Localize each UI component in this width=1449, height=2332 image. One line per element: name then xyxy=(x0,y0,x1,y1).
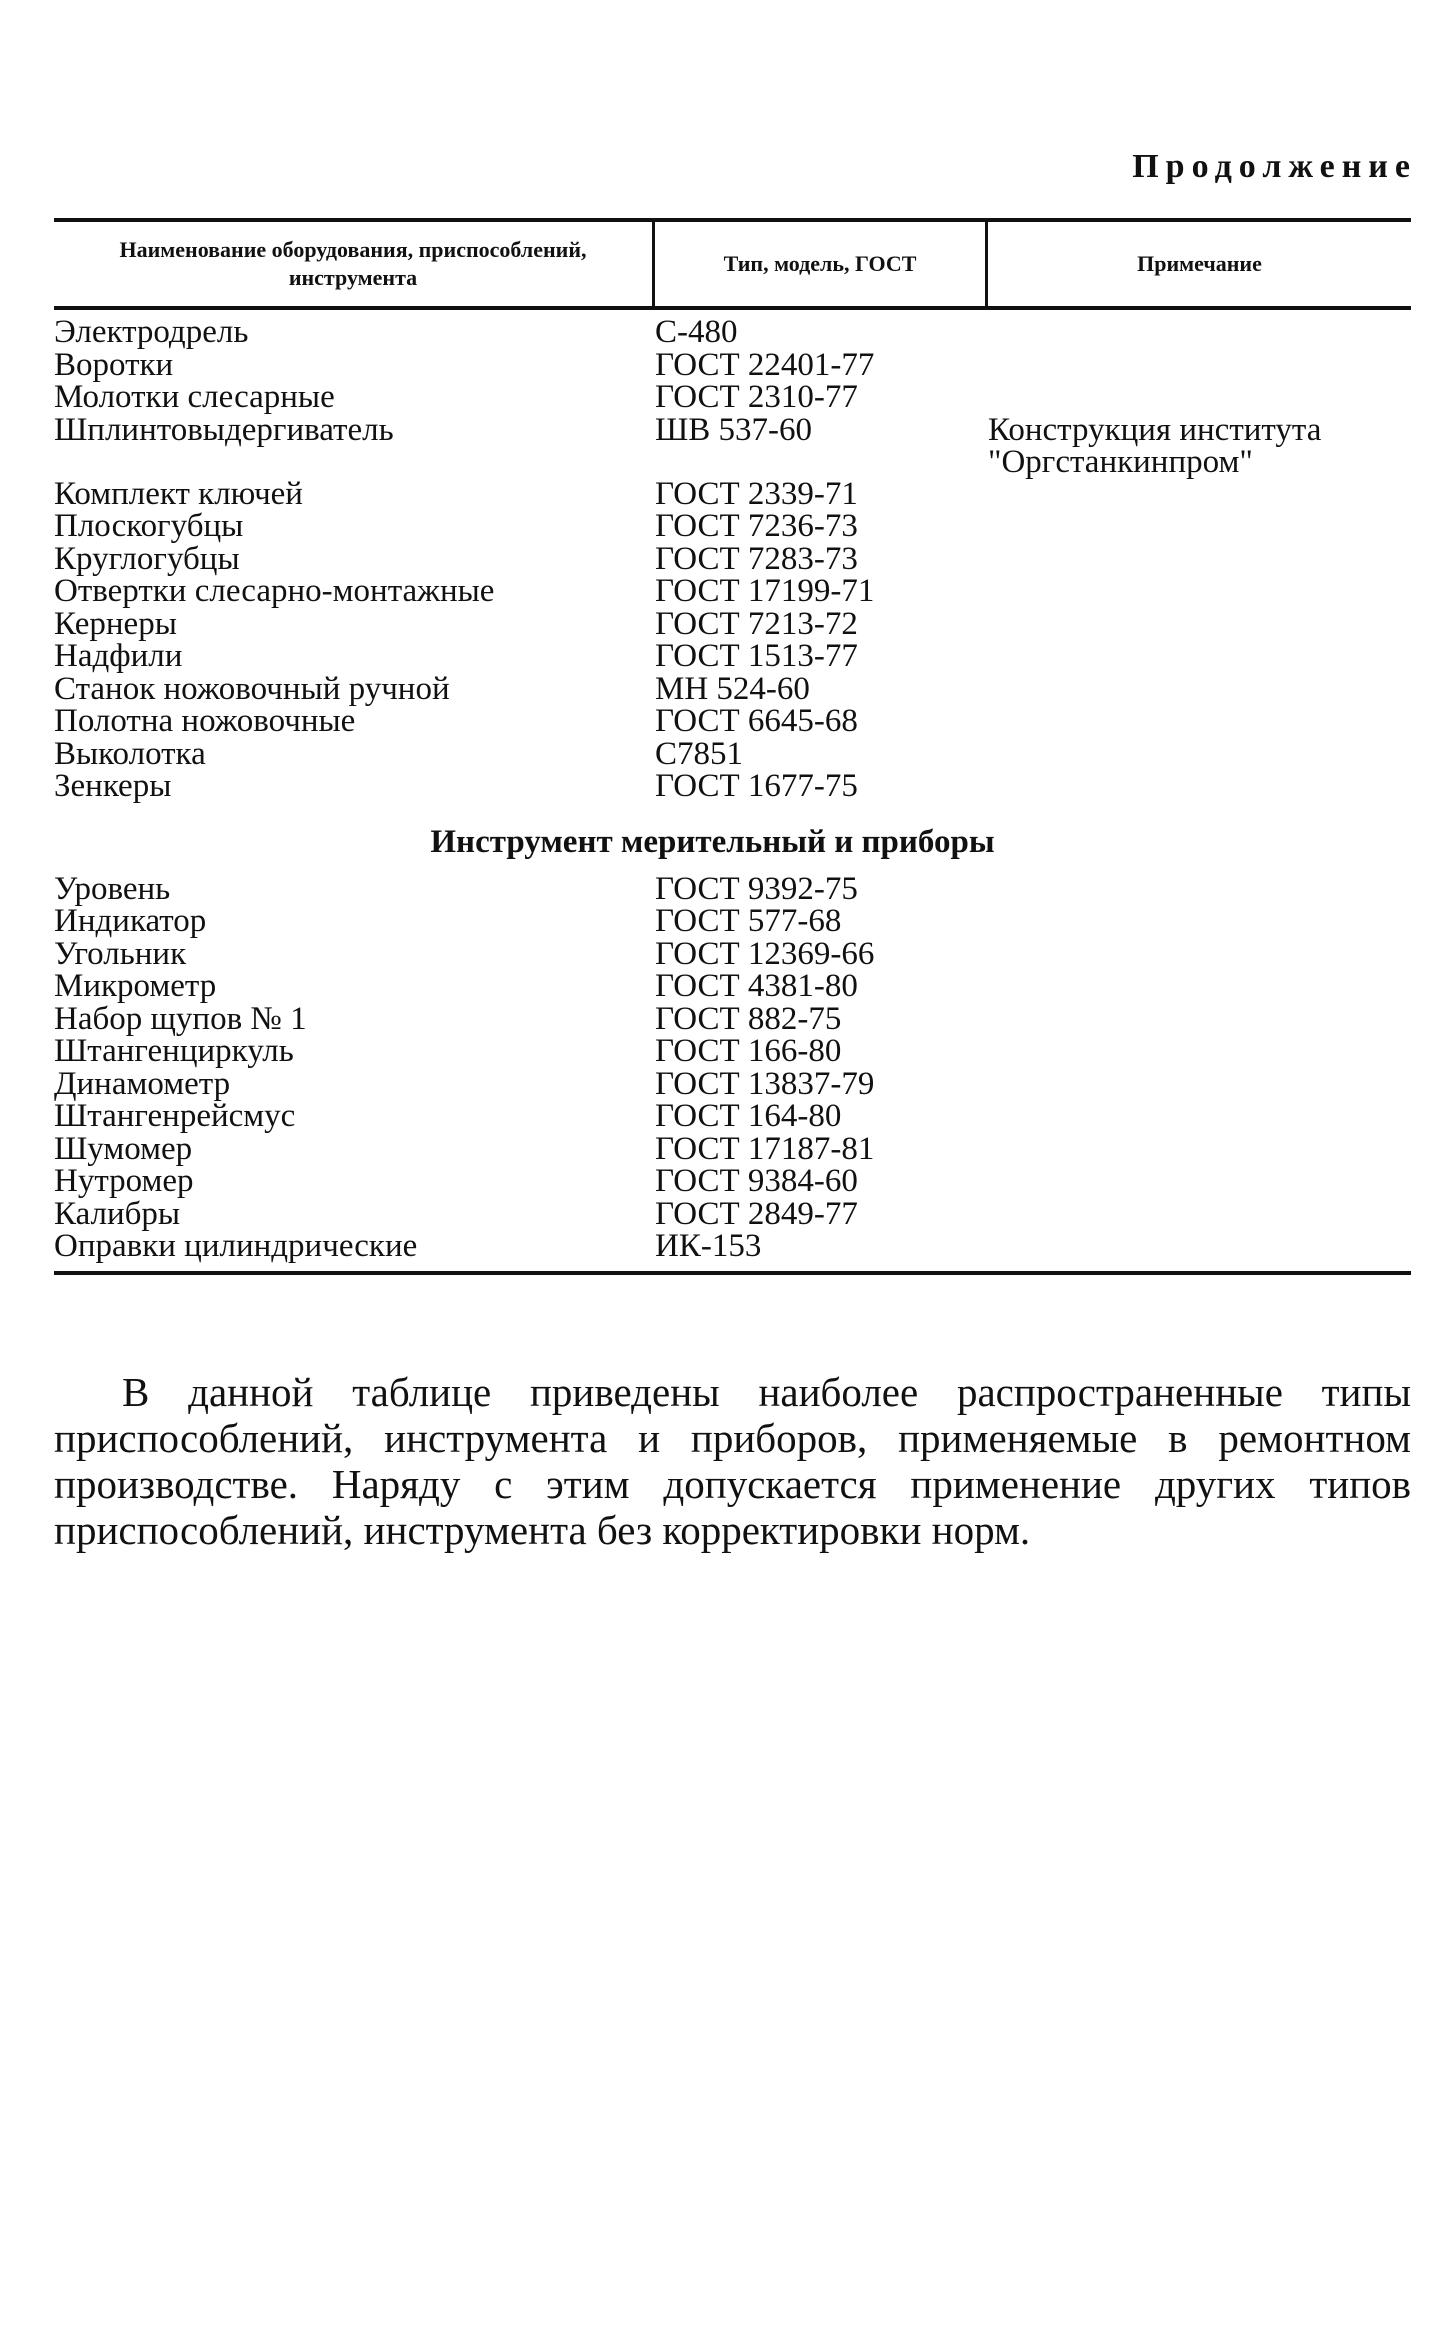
row-note xyxy=(985,316,1411,349)
row-type: ИК-153 xyxy=(655,1228,762,1264)
row-name: Полотна ножовочные xyxy=(54,703,356,739)
table-row xyxy=(54,670,1411,707)
table-row xyxy=(54,1000,1411,1037)
table-body-instruments xyxy=(54,870,1411,1264)
row-name: Отвертки слесарно-монтажные xyxy=(54,573,495,609)
row-type: ГОСТ 7213-72 xyxy=(655,605,858,642)
row-name: Динамометр xyxy=(54,1065,231,1102)
row-name: Шумомер xyxy=(54,1130,193,1167)
row-name: Оправки цилиндрические xyxy=(54,1228,418,1264)
table-row xyxy=(54,540,1411,577)
row-type: ГОСТ 1513-77 xyxy=(655,638,858,674)
row-note xyxy=(985,478,1411,511)
row-note xyxy=(985,673,1411,706)
row-note xyxy=(985,543,1411,576)
table-row xyxy=(54,935,1411,972)
table-row xyxy=(54,705,1411,738)
row-name: Зенкеры xyxy=(54,768,172,804)
row-type: ГОСТ 6645-68 xyxy=(655,703,858,739)
table-row xyxy=(54,1035,1411,1068)
table-bottom-rule xyxy=(54,1271,1411,1275)
row-type: ГОСТ 4381-80 xyxy=(655,968,858,1004)
row-type: ГОСТ 882-75 xyxy=(655,1000,842,1037)
table-row xyxy=(54,316,1411,349)
table-row xyxy=(54,1165,1411,1198)
table-row xyxy=(54,605,1411,642)
row-name: Комплект ключей xyxy=(54,475,303,512)
row-type: ШВ 537-60 xyxy=(655,411,813,448)
row-note xyxy=(985,705,1411,738)
table-row xyxy=(54,1230,1411,1263)
table-row xyxy=(54,1130,1411,1167)
table-row xyxy=(54,1100,1411,1133)
table-row xyxy=(54,475,1411,512)
table-row xyxy=(54,1065,1411,1102)
row-note xyxy=(985,608,1411,641)
row-type: С-480 xyxy=(655,314,738,350)
row-name: Надфили xyxy=(54,638,183,674)
row-type: МН 524-60 xyxy=(655,670,810,707)
row-type: ГОСТ 22401-77 xyxy=(655,346,875,383)
table-row xyxy=(54,970,1411,1003)
row-note xyxy=(985,381,1411,414)
row-type: ГОСТ 164-80 xyxy=(655,1098,842,1134)
row-note: Конструкция института "Оргстанкинпром" xyxy=(988,411,1322,480)
row-note xyxy=(985,640,1411,673)
row-type: ГОСТ 577-68 xyxy=(655,903,842,939)
row-name: Выколотка xyxy=(54,735,206,772)
row-type: ГОСТ 9384-60 xyxy=(655,1163,858,1199)
row-type: ГОСТ 9392-75 xyxy=(655,870,858,907)
table-row xyxy=(54,1195,1411,1232)
row-type: ГОСТ 17187-81 xyxy=(655,1130,875,1167)
row-type: ГОСТ 17199-71 xyxy=(655,573,875,609)
row-name: Молотки слесарные xyxy=(54,379,335,415)
row-type: ГОСТ 12369-66 xyxy=(655,935,875,972)
table-row xyxy=(54,870,1411,907)
row-note xyxy=(985,575,1411,608)
row-type: С7851 xyxy=(655,735,744,772)
table-body-tools xyxy=(54,310,1411,803)
table-row xyxy=(54,381,1411,414)
continuation-label: Продолжение xyxy=(1132,148,1417,185)
table-row xyxy=(54,770,1411,803)
table-row xyxy=(54,346,1411,383)
equipment-table xyxy=(54,218,1411,1275)
row-type: ГОСТ 1677-75 xyxy=(655,768,858,804)
row-name: Штангенциркуль xyxy=(54,1033,294,1069)
table-row xyxy=(54,411,1411,480)
row-type: ГОСТ 2339-71 xyxy=(655,475,858,512)
table-row xyxy=(54,510,1411,543)
row-name: Штангенрейсмус xyxy=(54,1098,296,1134)
row-name: Кернеры xyxy=(54,605,177,642)
row-name: Воротки xyxy=(54,346,174,383)
row-name: Плоскогубцы xyxy=(54,508,244,544)
row-name: Электродрель xyxy=(54,314,249,350)
table-header xyxy=(54,222,1411,310)
row-note xyxy=(985,349,1411,382)
row-name: Уровень xyxy=(54,870,171,907)
row-name: Круглогубцы xyxy=(54,540,240,577)
header-name: Наименование оборудования, приспособлений, инструмента xyxy=(119,237,587,290)
section-title: Инструмент мерительный и приборы xyxy=(430,823,995,860)
row-type: ГОСТ 2310-77 xyxy=(655,379,858,415)
row-name: Индикатор xyxy=(54,903,207,939)
table-row xyxy=(54,735,1411,772)
row-note xyxy=(985,738,1411,771)
row-name: Набор щупов № 1 xyxy=(54,1000,307,1037)
table-row xyxy=(54,575,1411,608)
row-type: ГОСТ 2849-77 xyxy=(655,1195,858,1232)
row-name: Угольник xyxy=(54,935,187,972)
row-type: ГОСТ 13837-79 xyxy=(655,1065,875,1102)
row-type: ГОСТ 7236-73 xyxy=(655,508,858,544)
header-note: Примечание xyxy=(985,222,1411,306)
row-name: Станок ножовочный ручной xyxy=(54,670,450,707)
table-row xyxy=(54,640,1411,673)
row-note xyxy=(985,510,1411,543)
row-type: ГОСТ 166-80 xyxy=(655,1033,842,1069)
row-note xyxy=(985,770,1411,803)
row-name: Микрометр xyxy=(54,968,217,1004)
row-name: Калибры xyxy=(54,1195,181,1232)
header-type: Тип, модель, ГОСТ xyxy=(652,222,985,306)
table-row xyxy=(54,905,1411,938)
row-name: Шплинтовыдергиватель xyxy=(54,411,394,448)
row-name: Нутромер xyxy=(54,1163,194,1199)
body-paragraph: В данной таблице приведены наиболее распространенные типы приспособлений, инструмента и приборов, применяемые в ремонтном производстве. Наряду с этим допускается применение других типов приспособлений, инструмента без корректировки норм. xyxy=(54,1369,1411,1553)
row-type: ГОСТ 7283-73 xyxy=(655,540,858,577)
